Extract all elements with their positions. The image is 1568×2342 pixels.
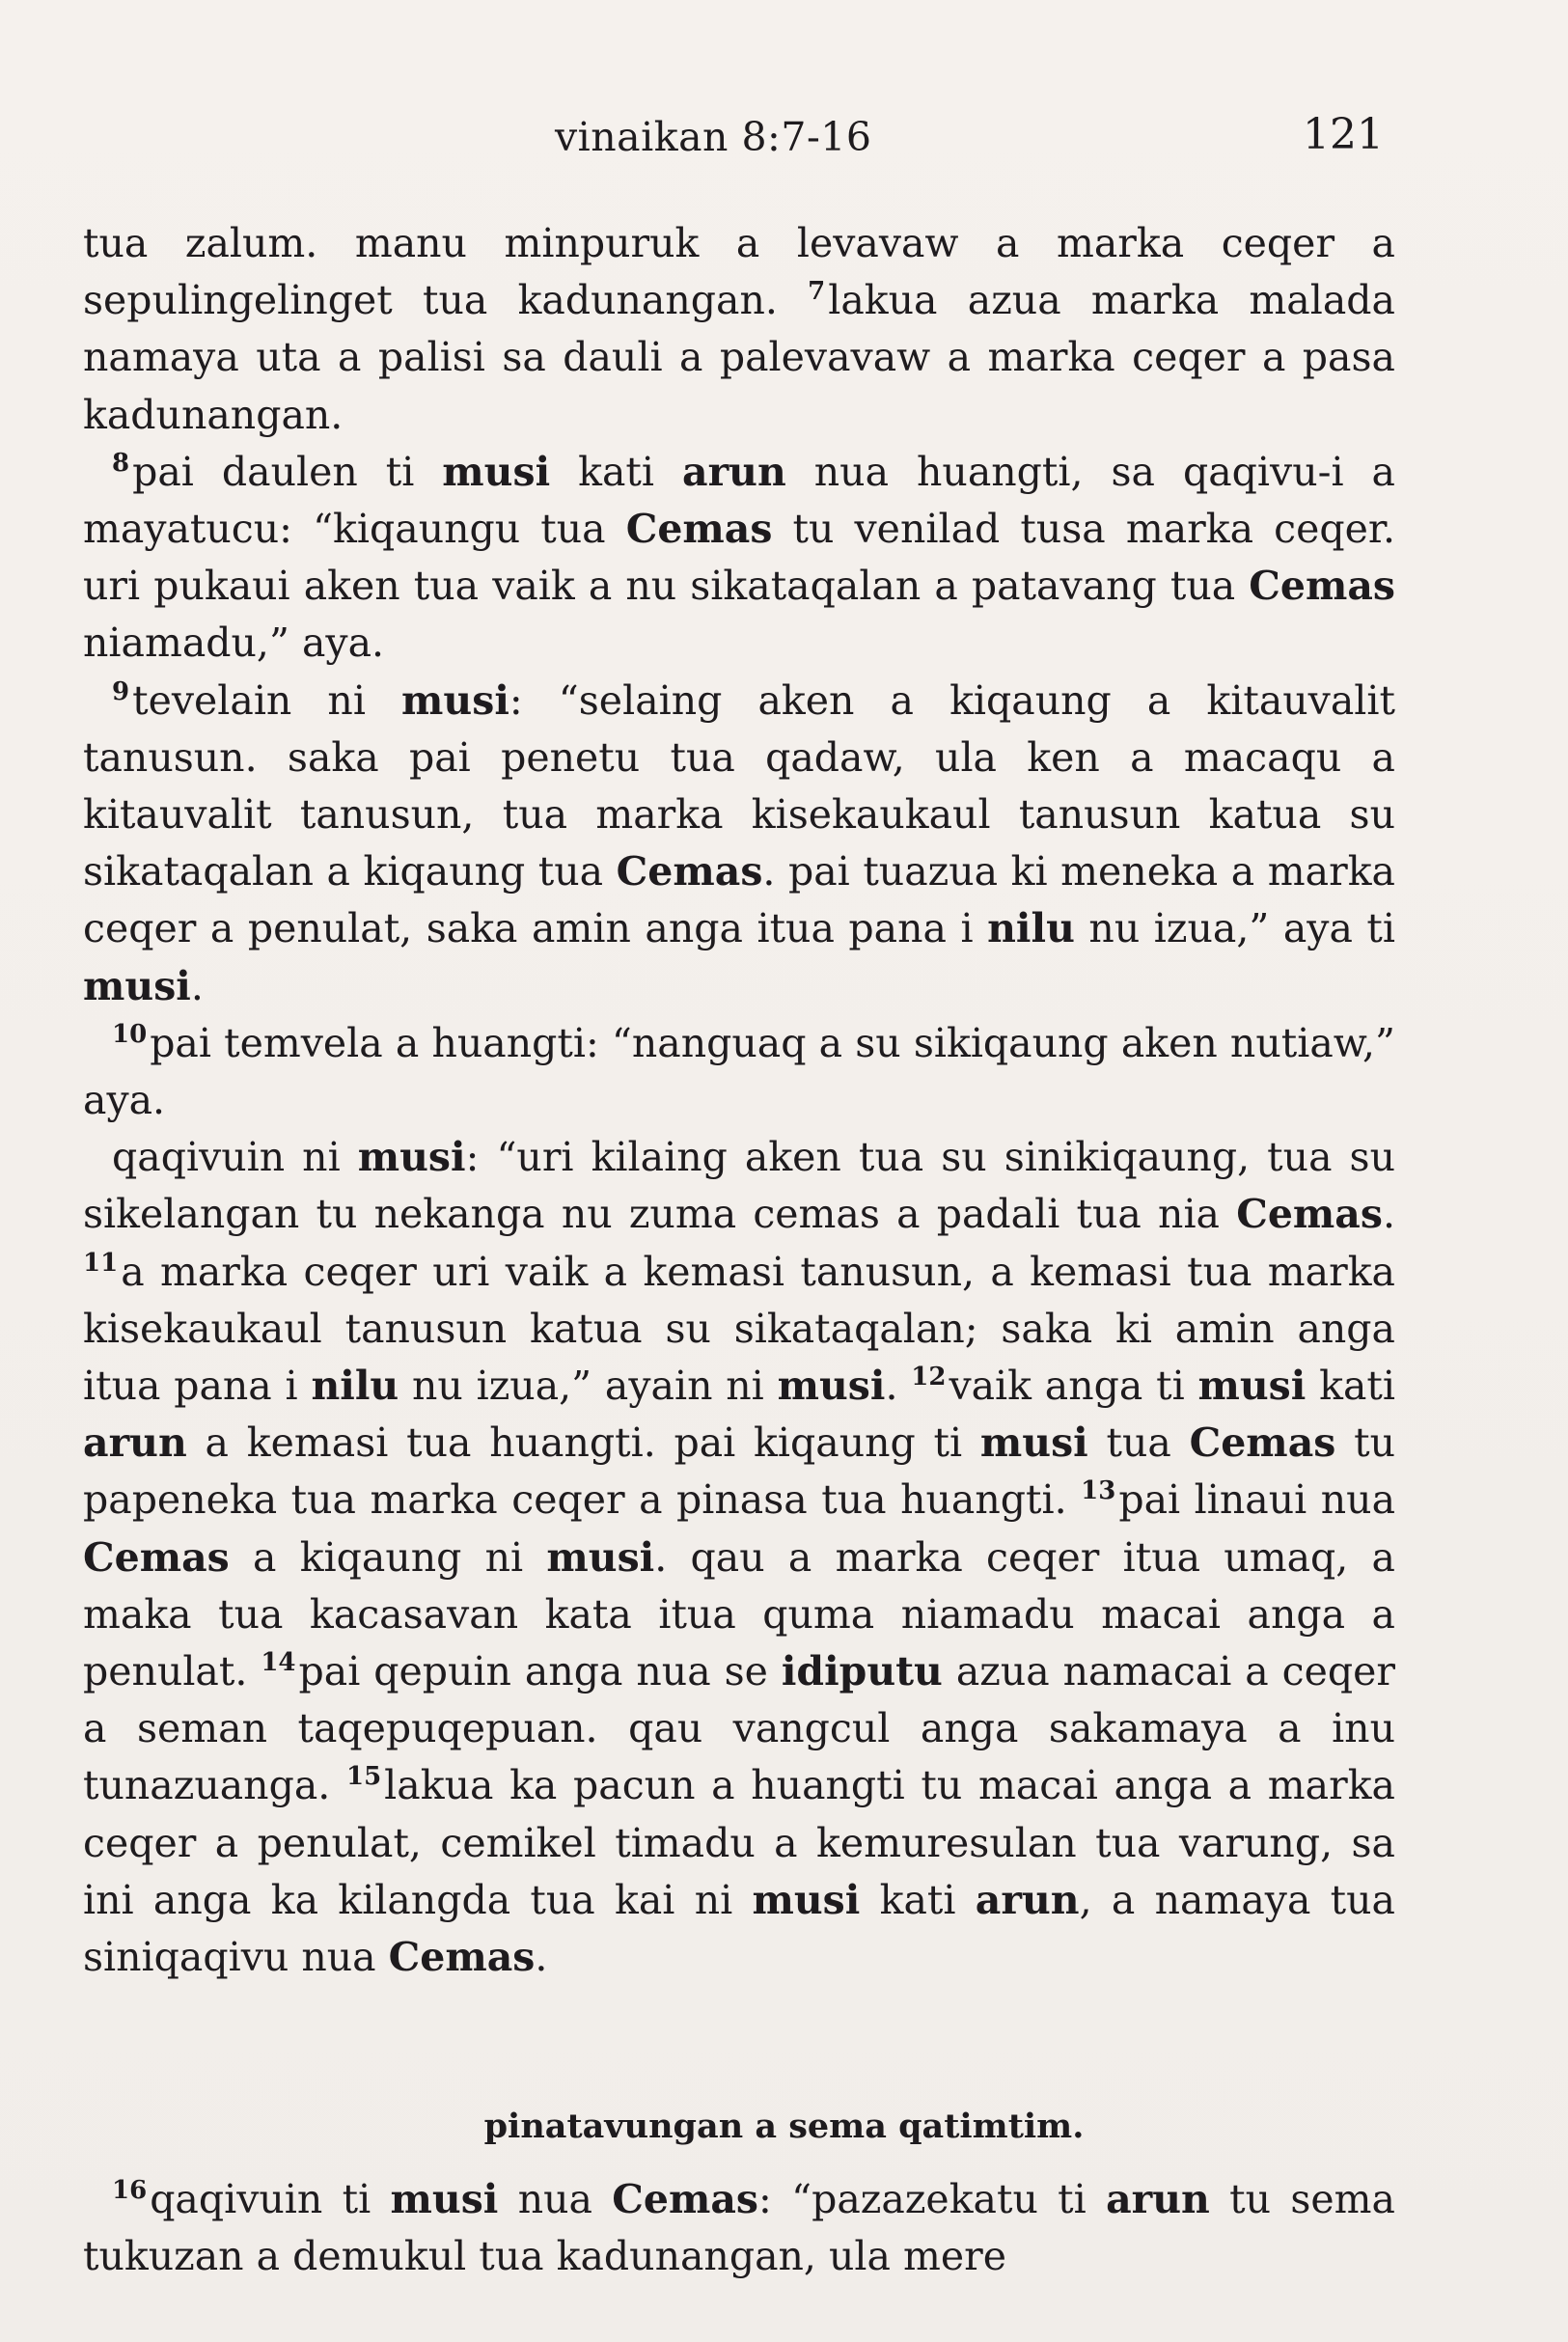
running-head: vinaikan 8:7-16 <box>555 114 872 160</box>
name-cemas: Cemas <box>1249 563 1395 610</box>
text-run: . <box>885 1363 912 1410</box>
text-run: nua <box>498 2176 613 2222</box>
name-nilu: nilu <box>311 1363 399 1410</box>
name-musi: musi <box>979 1419 1088 1467</box>
text-run: tu sema tukuzan a demukul tua kadunangan, ula mere <box>83 2176 1395 2280</box>
text-run: kati <box>1306 1363 1395 1410</box>
text-run: qaqivuin ni <box>112 1134 358 1181</box>
text-run: nua huangti, sa qaqivu-i a mayatucu: “kiqaungu tua <box>83 448 1395 553</box>
name-cemas: Cemas <box>83 1533 230 1581</box>
text-run: kati <box>860 1876 976 1923</box>
text-run: . <box>535 1934 548 1981</box>
name-musi: musi <box>1197 1363 1307 1410</box>
text-run: : “uri kilaing aken tua su sinikiqaung, tua su sikelangan tu nekanga nu zuma cemas a padali tua nia <box>83 1134 1395 1238</box>
text-run: , a namaya tua siniqaqivu nua <box>83 1876 1395 1981</box>
text-run: niamadu,” aya. <box>83 620 385 667</box>
text-run: lakua azua marka malada namaya uta a palisi sa dauli a palevavaw a marka ceqer a pasa kadunangan. <box>83 277 1395 438</box>
text-run: . qau a marka ceqer itua umaq, a maka tua kacasavan kata itua quma niamadu macai anga a penulat. <box>83 1533 1395 1695</box>
verse-number-10: 10 <box>112 1019 148 1049</box>
name-musi: musi <box>390 2176 499 2222</box>
verse-number-13: 13 <box>1081 1476 1116 1506</box>
text-run: pai daulen ti <box>132 448 443 495</box>
name-cemas: Cemas <box>612 2176 759 2222</box>
name-nilu: nilu <box>987 905 1075 952</box>
name-musi: musi <box>546 1533 655 1581</box>
text-run: nu izua,” ayain ni <box>399 1363 778 1410</box>
verse-number-9: 9 <box>112 676 130 706</box>
paragraph-2 <box>83 444 1395 673</box>
name-arun: arun <box>83 1419 187 1467</box>
name-cemas: Cemas <box>388 1934 536 1981</box>
verse-number-8: 8 <box>112 448 130 478</box>
name-musi: musi <box>357 1134 466 1181</box>
text-run: : “pazazekatu ti <box>758 2176 1107 2222</box>
name-arun: arun <box>1106 2176 1210 2222</box>
text-run: pai temvela a huangti: “nanguaq a su sikiqaung aken nutiaw,” aya. <box>83 1019 1395 1124</box>
text-run: qaqivuin ti <box>150 2176 391 2222</box>
verse-number-15: 15 <box>345 1762 382 1792</box>
paragraph-4 <box>83 1015 1395 1129</box>
text-run: tevelain ni <box>132 676 402 724</box>
verse-number-16: 16 <box>112 2176 148 2205</box>
text-run: tua zalum. manu minpuruk a levavaw a marka ceqer a sepulingelinget tua kadunangan. <box>83 220 1395 324</box>
text-run: . <box>1382 1191 1395 1238</box>
name-cemas: Cemas <box>1236 1191 1383 1238</box>
name-musi: musi <box>777 1363 886 1410</box>
paragraph-3 <box>83 673 1395 1015</box>
paragraph-6 <box>83 2171 1395 2285</box>
name-musi: musi <box>442 448 551 495</box>
text-run: tu papeneka tua marka ceqer a pinasa tua huangti. <box>83 1419 1395 1524</box>
text-run: pai qepuin anga nua se <box>298 1648 782 1695</box>
name-arun: arun <box>682 448 786 495</box>
page-header <box>0 106 1568 174</box>
text-run: vaik anga ti <box>949 1363 1198 1410</box>
text-run: kati <box>550 448 682 495</box>
text-run: : “selaing aken a kiqaung a kitauvalit tanusun. saka pai penetu tua qadaw, ula ken a macaqu a kitauvalit tanusun, tua marka kisekaukaul tanusun katua su sikataqalan a kiqaung tua <box>83 676 1395 895</box>
name-musi: musi <box>83 962 191 1009</box>
text-run: a kiqaung ni <box>229 1533 547 1581</box>
name-cemas: Cemas <box>1189 1419 1336 1467</box>
name-musi: musi <box>752 1876 861 1923</box>
text-run: a kemasi tua huangti. pai kiqaung ti <box>186 1419 980 1467</box>
section-heading: pinatavungan a sema qatimtim. <box>483 2107 1085 2146</box>
verse-number-7: 7 <box>808 277 826 307</box>
text-run: lakua ka pacun a huangti tu macai anga a marka ceqer a penulat, cemikel timadu a kemuresulan tua varung, sa ini anga ka kilangda tua kai ni <box>83 1762 1396 1923</box>
name-arun: arun <box>975 1876 1080 1923</box>
paragraph-5 <box>83 1129 1395 1986</box>
text-run: nu izua,” aya ti <box>1074 905 1396 952</box>
text-run: . <box>190 962 204 1009</box>
verse-number-14: 14 <box>261 1648 296 1678</box>
verse-number-11: 11 <box>83 1248 119 1278</box>
name-idiputu: idiputu <box>781 1648 943 1695</box>
text-run: tua <box>1087 1419 1190 1467</box>
scripture-text-continued <box>83 2171 1395 2285</box>
name-musi: musi <box>401 676 509 724</box>
scripture-text <box>83 215 1395 1986</box>
text-run: . pai tuazua ki meneka a marka ceqer a penulat, saka amin anga itua pana i <box>83 848 1395 952</box>
text-run: azua namacai a ceqer a seman taqepuqepuan. qau vangcul anga sakamaya a inu tunazuanga. <box>83 1648 1396 1809</box>
name-cemas: Cemas <box>616 848 763 895</box>
page-number: 121 <box>1303 110 1384 159</box>
text-run: a marka ceqer uri vaik a kemasi tanusun, a kemasi tua marka kisekaukaul tanusun katua su sikataqalan; saka ki amin anga itua pana i <box>83 1248 1395 1410</box>
verse-number-12: 12 <box>911 1363 947 1392</box>
paragraph-1 <box>83 215 1395 444</box>
text-run: pai linaui nua <box>1118 1476 1396 1524</box>
text-run: tu venilad tusa marka ceqer. uri pukaui aken tua vaik a nu sikataqalan a patavang tua <box>83 506 1395 610</box>
name-cemas: Cemas <box>625 506 773 553</box>
